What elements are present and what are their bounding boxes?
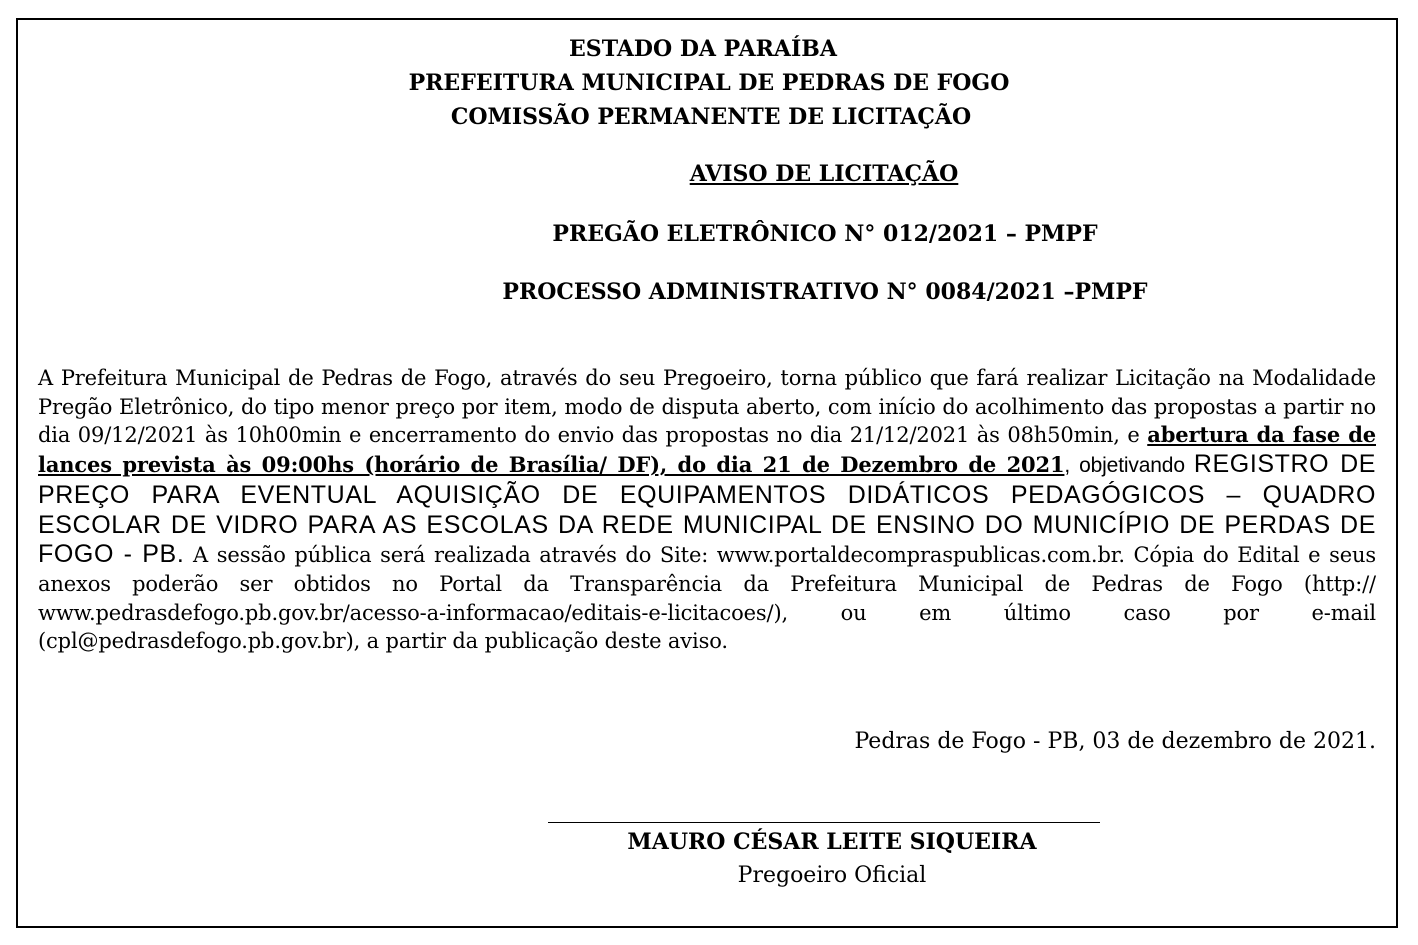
signatory-name: MAURO CÉSAR LEITE SIQUEIRA <box>627 829 1037 855</box>
signature-line <box>548 822 1100 823</box>
body-bidding-schedule: abertura da fase de lances prevista às 09:00hs (horário de Brasília/ DF), do dia 21 de Dezembro de 2021 <box>38 422 1376 478</box>
header-commission: COMISSÃO PERMANENTE DE LICITAÇÃO <box>450 104 972 130</box>
header-prefeitura: PREFEITURA MUNICIPAL DE PEDRAS DE FOGO <box>408 70 1010 96</box>
body-object: REGISTRO DE PREÇO PARA EVENTUAL AQUISIÇÃO DE EQUIPAMENTOS DIDÁTICOS PEDAGÓGICOS – QUADRO ESCOLAR DE VIDRO PARA AS ESCOLAS DA REDE MUNICIPAL DE ENSINO DO MUNICÍPIO DE PERDAS DE FOGO - PB. <box>38 450 1377 569</box>
date-line: Pedras de Fogo - PB, 03 de dezembro de 2021. <box>854 729 1376 754</box>
processo-number: PROCESSO ADMINISTRATIVO N° 0084/2021 –PMPF <box>502 279 1148 305</box>
body-objective-lead: , objetivando <box>1064 454 1194 478</box>
body-intro: A Prefeitura Municipal de Pedras de Fogo, através do seu Pregoeiro, torna público que fará realizar Licitação na Modalidade Pregão Eletrônico, do tipo menor preço por item, modo de disputa aberto, com início do acolhimento das propostas a partir no dia 09/12/2021 às 10h00min e encerramento do envio das propostas no dia 21/12/2021 às 08h50min, e <box>38 366 1376 448</box>
notice-title: AVISO DE LICITAÇÃO <box>689 161 959 187</box>
pregao-number: PREGÃO ELETRÔNICO N° 012/2021 – PMPF <box>552 221 1098 247</box>
signatory-role: Pregoeiro Oficial <box>737 863 927 888</box>
body-access-info: A sessão pública será realizada através do Site: www.portaldecompraspublicas.com.br. Cópia do Edital e seus anexos poderão ser obtidos no Portal da Transparência da Prefeitura Municipal de Pedras de Fogo (http:// www.pedrasdefogo.pb.gov.br/acesso-a-informacao/editais-e-licitacoes/), ou em último caso por e-mail (cpl@pedrasdefogo.pb.gov.br), a partir da publicação deste aviso. <box>38 543 1377 654</box>
header-state: ESTADO DA PARAÍBA <box>569 36 837 62</box>
notice-body <box>38 364 1376 656</box>
